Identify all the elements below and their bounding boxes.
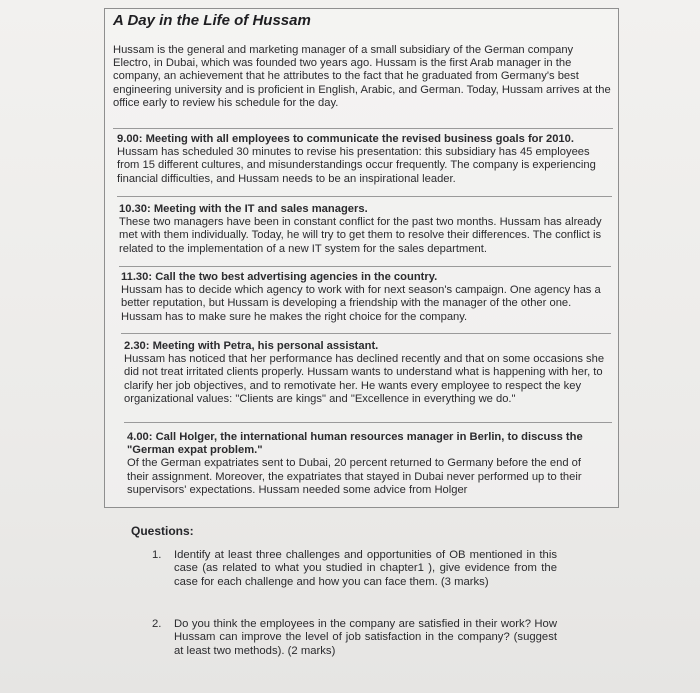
schedule-body: Hussam has noticed that her performance has declined recently and that on some occasions she did not treat irritated clients properly. Hussam wants to understand what is happening with her, to clarify her job objectives, and to remotivate her. He wants every employee to respect the key organizational values: "Clients are kings" and "Excellence in everything we do." [124,353,605,405]
question-number: 1. [152,549,162,561]
schedule-item [124,340,605,406]
schedule-heading: 4.00: Call Holger, the international human resources manager in Berlin, to discuss the "German expat problem." [127,431,583,457]
schedule-body: Hussam has scheduled 30 minutes to revise his presentation: this subsidiary has 45 employees from 15 different cultures, and misunderstandings occur frequently. The company is experiencing financial difficulties, and Hussam needs to be an inspirational leader. [117,146,596,185]
schedule-body: Hussam has to decide which agency to work with for next season's campaign. One agency has a better reputation, but Hussam is developing a friendship with the manager of the other one. Hussam has to make sure he makes the right choice for the company. [121,284,601,323]
divider [113,128,613,129]
question-text: Do you think the employees in the company are satisfied in their work? How Hussam can improve the level of job satisfaction in the company? (suggest at least two methods). (2 marks) [174,618,557,657]
questions-title: Questions: [131,524,194,538]
question-number: 2. [152,618,162,630]
case-title: A Day in the Life of Hussam [113,12,311,29]
schedule-item [119,203,607,256]
question-item [152,549,557,589]
schedule-item [121,271,606,324]
divider [117,196,612,197]
divider [124,422,612,423]
schedule-body: Of the German expatriates sent to Dubai, 20 percent returned to Germany before the end of their assignment. Moreover, the expatriates that stayed in Dubai never performed up to their supervisors' expectations. Hussam needed some advice from Holger [127,457,582,496]
schedule-body: These two managers have been in constant conflict for the past two months. Hussam has already met with them individually. Today, he will try to get them to resolve their differences. The conflict is related to the implementation of a new IT system for the sales department. [119,216,602,255]
schedule-heading: 9.00: Meeting with all employees to communicate the revised business goals for 2010. [117,133,574,145]
schedule-item [127,431,602,497]
question-text: Identify at least three challenges and opportunities of OB mentioned in this case (as related to what you studied in chapter1 ), give evidence from the case for each challenge and how you can face them. (3 marks) [174,549,557,588]
schedule-heading: 11.30: Call the two best advertising agencies in the country. [121,271,438,283]
schedule-heading: 2.30: Meeting with Petra, his personal assistant. [124,340,379,352]
schedule-item [117,133,607,186]
schedule-heading: 10.30: Meeting with the IT and sales managers. [119,203,368,215]
divider [121,333,611,334]
question-item [152,618,557,658]
intro-paragraph: Hussam is the general and marketing manager of a small subsidiary of the German company Electro, in Dubai, which was founded two years ago. Hussam is the first Arab manager in the company, an achievement that he attributes to the fact that he graduated from Germany's best engineering university and is proficient in English, Arabic, and German. Today, Hussam arrives at the office early to review his schedule for the day. [113,44,611,109]
divider [119,266,611,267]
